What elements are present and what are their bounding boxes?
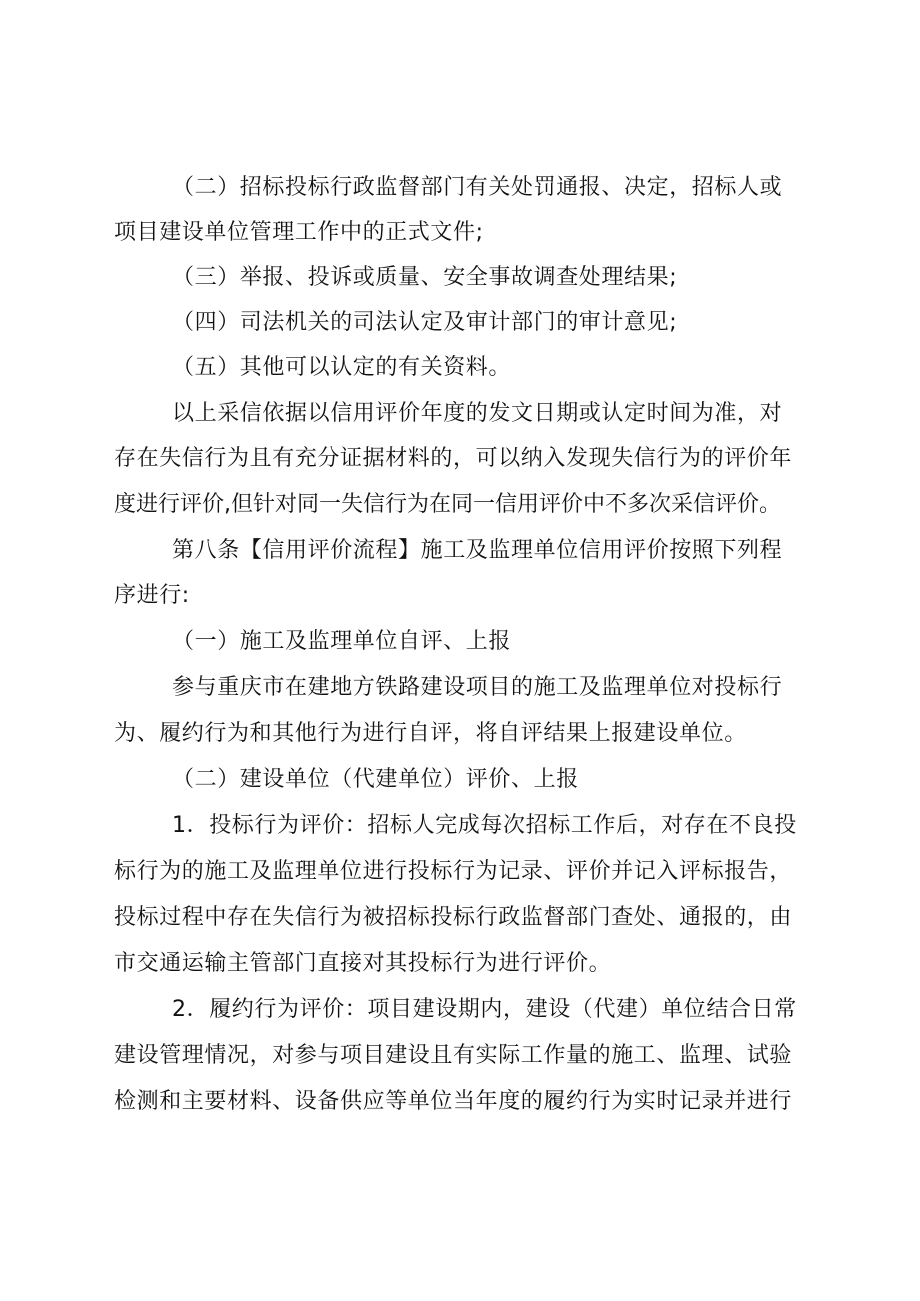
text-line: 2．履约行为评价：项目建设期内，建设（代建）单位结合日常 bbox=[172, 997, 797, 1022]
text-line: 项目建设单位管理工作中的正式文件; bbox=[114, 220, 484, 245]
text-line: （四）司法机关的司法认定及审计部门的审计意见; bbox=[172, 310, 678, 335]
text-line: 1．投标行为评价：招标人完成每次招标工作后，对存在不良投 bbox=[172, 813, 797, 838]
text-line: 市交通运输主管部门直接对其投标行为进行评价。 bbox=[114, 951, 612, 976]
text-line: 参与重庆市在建地方铁路建设项目的施工及监理单位对投标行 bbox=[172, 675, 783, 700]
text-line: （三）举报、投诉或质量、安全事故调查处理结果; bbox=[172, 265, 678, 290]
text-line: 序进行: bbox=[114, 583, 190, 608]
text-line: 存在失信行为且有充分证据材料的，可以纳入发现失信行为的评价年 bbox=[114, 446, 793, 471]
section-heading: （二）建设单位（代建单位）评价、上报 bbox=[172, 767, 579, 792]
article-heading: 第八条【信用评价流程】施工及监理单位信用评价按照下列程 bbox=[172, 538, 783, 563]
section-heading: （一）施工及监理单位自评、上报 bbox=[172, 629, 512, 654]
text-line: （五）其他可以认定的有关资料。 bbox=[172, 355, 512, 380]
text-line: 以上采信依据以信用评价年度的发文日期或认定时间为准，对 bbox=[172, 401, 783, 426]
text-line: 投标过程中存在失信行为被招标投标行政监督部门查处、通报的，由 bbox=[114, 905, 793, 930]
text-line: 建设管理情况，对参与项目建设且有实际工作量的施工、监理、试验 bbox=[114, 1043, 793, 1068]
text-line: 度进行评价,但针对同一失信行为在同一信用评价中不多次采信评价。 bbox=[114, 492, 781, 517]
text-line: 检测和主要材料、设备供应等单位当年度的履约行为实时记录并进行 bbox=[114, 1089, 793, 1114]
text-line: 标行为的施工及监理单位进行投标行为记录、评价并记入评标报告， bbox=[114, 859, 793, 884]
text-line: （二）招标投标行政监督部门有关处罚通报、决定，招标人或 bbox=[172, 175, 783, 200]
text-line: 为、履约行为和其他行为进行自评，将自评结果上报建设单位。 bbox=[114, 721, 747, 746]
